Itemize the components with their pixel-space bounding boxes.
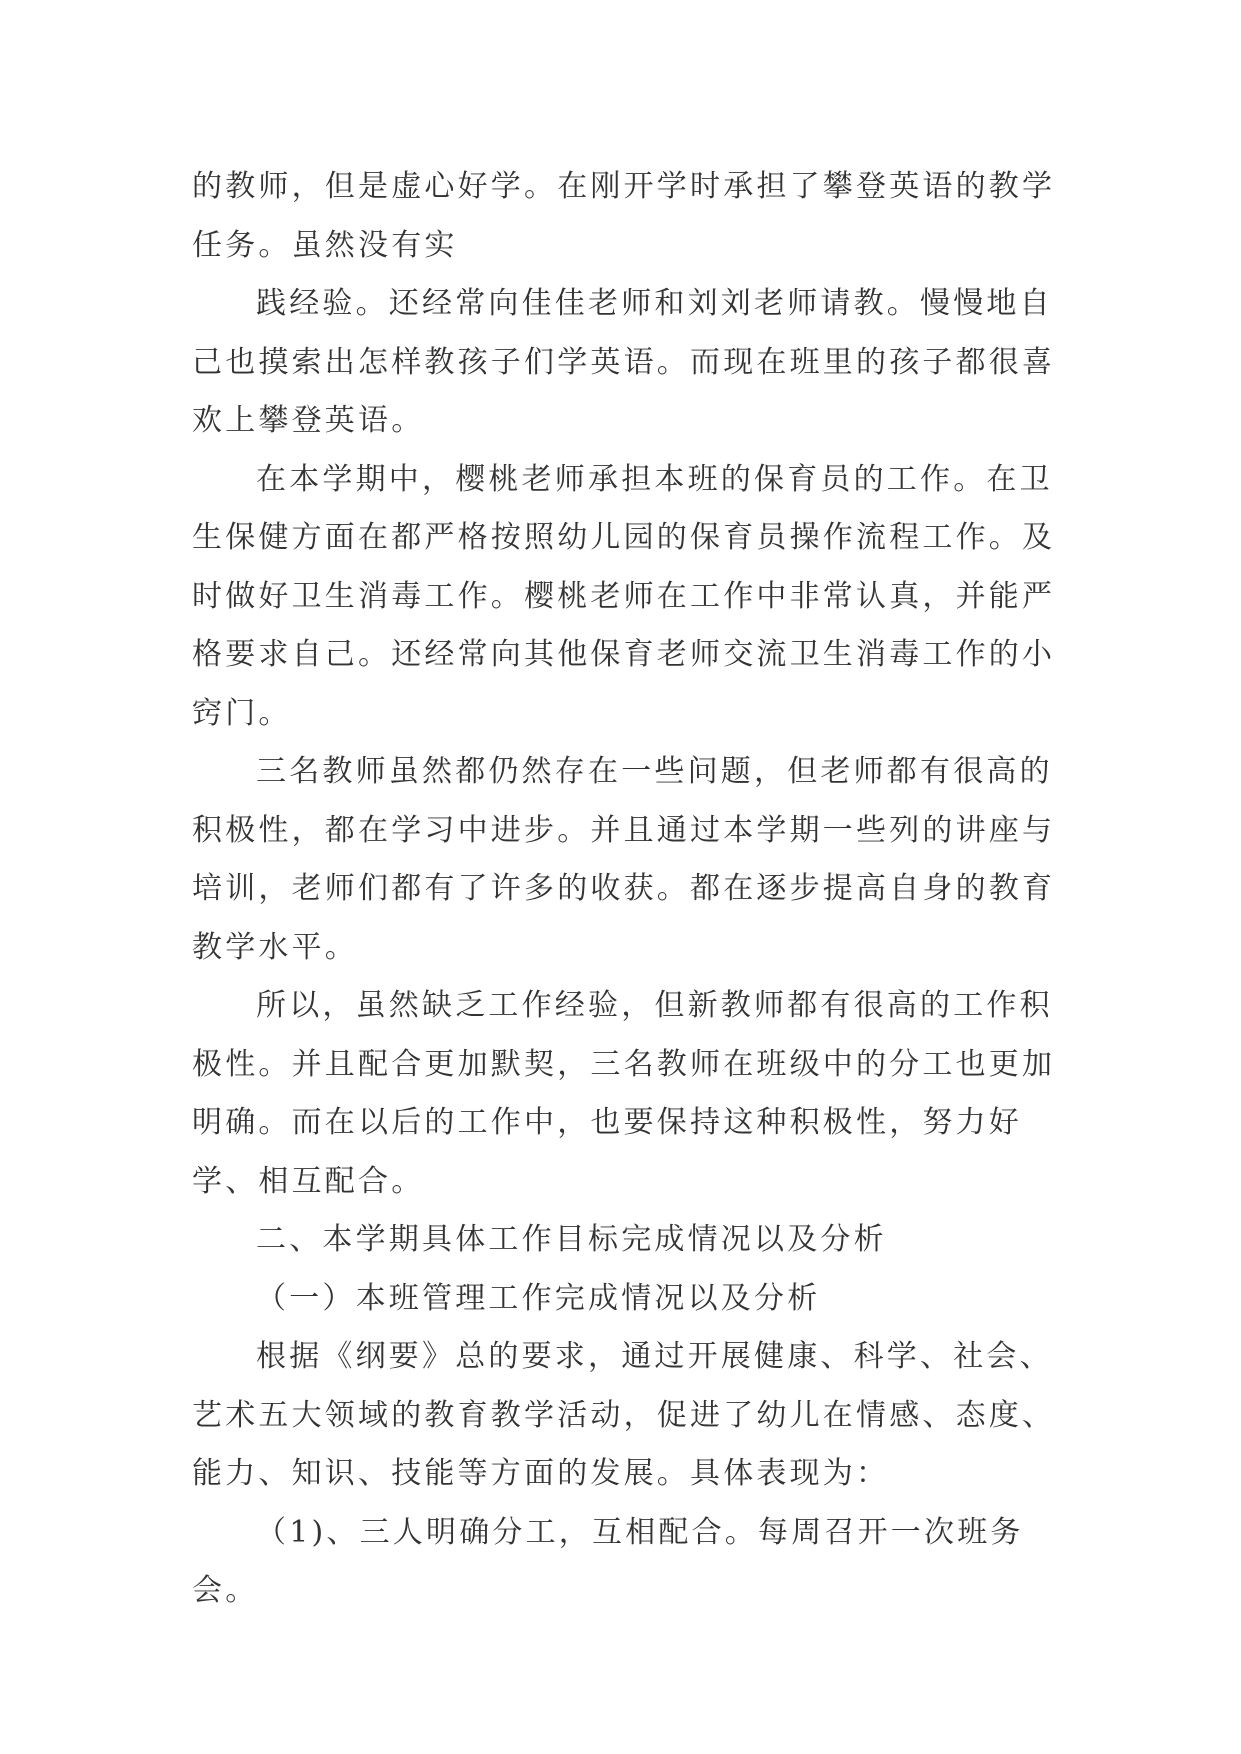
paragraph-5: 所以，虽然缺乏工作经验，但新教师都有很高的工作积极性。并且配合更加默契，三名教师在班级中的分工也更加明确。而在以后的工作中，也要保持这种积极性，努力好学、相互配合。 <box>192 988 1056 1199</box>
list-item-1: （1)、三人明确分工，互相配合。每周召开一次班务会。 <box>192 1514 1024 1608</box>
paragraph-8: 根据《纲要》总的要求，通过开展健康、科学、社会、艺术五大领域的教育教学活动，促进了幼儿在情感、态度、能力、知识、技能等方面的发展。具体表现为： <box>192 1339 1056 1491</box>
paragraph-1: 的教师，但是虚心好学。在刚开学时承担了攀登英语的教学任务。虽然没有实 <box>192 169 1056 263</box>
subsection-heading-1: （一）本班管理工作完成情况以及分析 <box>256 1280 821 1316</box>
document-body <box>192 158 1072 1621</box>
section-heading-2: 二、本学期具体工作目标完成情况以及分析 <box>256 1222 887 1257</box>
paragraph-4: 三名教师虽然都仍然存在一些问题，但老师都有很高的积极性，都在学习中进步。并且通过本学期一些列的讲座与培训，老师们都有了许多的收获。都在逐步提高自身的教育教学水平。 <box>192 754 1056 965</box>
paragraph-2: 践经验。还经常向佳佳老师和刘刘老师请教。慢慢地自己也摸索出怎样教孩子们学英语。而现在班里的孩子都很喜欢上攀登英语。 <box>192 286 1056 438</box>
paragraph-3: 在本学期中，樱桃老师承担本班的保育员的工作。在卫生保健方面在都严格按照幼儿园的保育员操作流程工作。及时做好卫生消毒工作。樱桃老师在工作中非常认真，并能严格要求自己。还经常向其他保育老师交流卫生消毒工作的小窍门。 <box>192 461 1056 731</box>
